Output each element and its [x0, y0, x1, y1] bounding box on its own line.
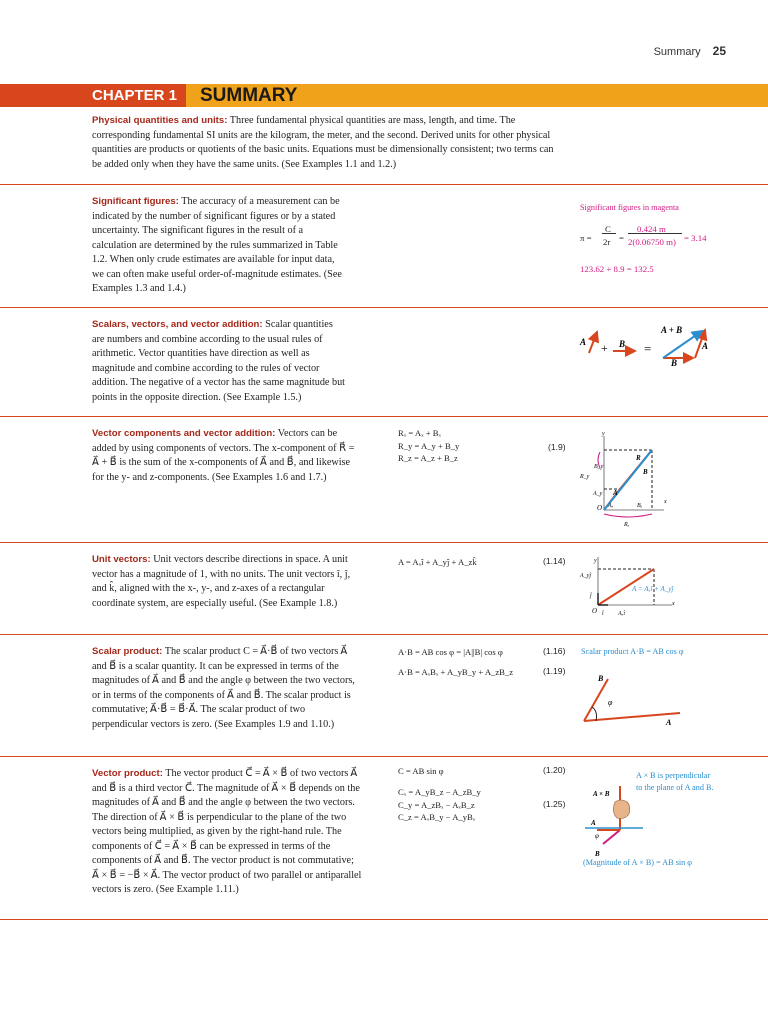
equation-line: Cₓ = A_yB_z − A_zB_y [398, 787, 481, 797]
pi-den2: 2(0.06750 m) [628, 237, 676, 247]
pi-num2: 0.424 m [637, 224, 666, 234]
section-body: The vector product C⃗ = A⃗ × B⃗ of two vectors A⃗ and B⃗ is a third vector C⃗. The magnitude of A⃗ × B⃗ depends on the magnitudes of A⃗ and B⃗ and the angle φ between the two vectors. The direction of A⃗ × B⃗ is perpendicular to the plane of the two vectors being multiplied, as given by the right-hand rule. The components of C⃗ = A⃗ × B⃗ can be expressed in terms of the components of A⃗ and B⃗. The vector product is not commutative; A⃗ × B⃗ = −B⃗ × A⃗. The vector product of two parallel or antiparallel vectors is zero. (See Example 1.11.) [92, 768, 362, 895]
section-heading: Scalar product: [92, 646, 163, 657]
section-unit-vectors [92, 553, 362, 611]
pi-num: C [605, 224, 611, 234]
section-heading: Scalars, vectors, and vector addition: [92, 319, 263, 330]
bx-label: Bₓ [637, 503, 643, 509]
unit-vector-diagram [580, 553, 690, 623]
r-label: R [636, 454, 641, 462]
rx-bracket [604, 514, 652, 517]
pi-den: 2r [603, 237, 611, 247]
section-divider [0, 634, 768, 635]
y-axis-label: y [602, 431, 605, 437]
section-body: Vectors can be added by using components of vectors. The x-component of R⃗ = A⃗ + B⃗ is the sum of the x-components of A⃗ and B⃗, and likewise for the y- and z-components. (See Examples 1.6 and 1.7.) [92, 428, 355, 483]
by-label: B_y [594, 464, 604, 470]
origin-label: O [597, 504, 603, 512]
section-vector-components [92, 427, 362, 485]
vector-b2-label: B [671, 358, 678, 368]
a-label: A [591, 819, 596, 827]
section-scalar-product [92, 645, 362, 732]
origin-label: O [592, 607, 598, 615]
ayj-label: A_yĵ [580, 573, 591, 579]
perpendicular-note-2: to the plane of A and B. [636, 783, 714, 792]
ax-label: Aₓ [608, 503, 614, 509]
section-divider [0, 919, 768, 920]
section-divider [0, 184, 768, 185]
a-label: A = Aₓî + A_yĵ [632, 585, 674, 593]
x-axis-label: x [672, 601, 675, 607]
j-label: ĵ [590, 593, 592, 599]
vector-product-diagram [585, 780, 665, 860]
section-divider [0, 416, 768, 417]
equation-line: R_y = A_y + B_y [398, 440, 460, 451]
unit-vector-equation: A = Aₓî + A_yĵ + A_zk̂ [398, 557, 477, 567]
cross-product-equations [398, 786, 481, 824]
equals-sign: = [644, 341, 652, 356]
rx-label: Rₓ [624, 522, 630, 528]
section-body: The scalar product C = A⃗·B⃗ of two vectors A⃗ and B⃗ is a scalar quantity. It can be expressed in terms of the magnitudes of A⃗ and B⃗ and the angle φ between the two vectors, or in terms of the components of A⃗ and B⃗. The scalar product is commutative; A⃗·B⃗ = B⃗·A⃗. The scalar product of two perpendicular vectors is zero. (See Examples 1.9 and 1.10.) [92, 646, 355, 730]
pi-bar2 [628, 233, 682, 234]
angle-arc [592, 707, 597, 721]
sigfig-sum: 123.62 + 8.9 = 132.5 [580, 264, 654, 274]
section-vector-addition [92, 318, 346, 405]
equation-line: C_y = A_zBₓ − AₓB_z [398, 799, 475, 810]
sigfig-caption: Significant figures in magenta [580, 203, 679, 212]
section-heading: Vector product: [92, 768, 163, 779]
section-body: Three fundamental physical quantities are mass, length, and time. The corresponding fundamental SI units are the kilogram, the meter, and the second. Derived units for other physical quantities are products or quotients of the basic units. Equations must be dimensionally consistent; two terms can be added only when they have the same units. (See Examples 1.1 and 1.2.) [92, 115, 554, 170]
pi-bar [602, 233, 616, 234]
vector-a-arrow [589, 332, 597, 353]
vector-b-label: B [619, 339, 626, 349]
section-heading: Physical quantities and units: [92, 115, 228, 126]
equation-line: Rₓ = Aₓ + Bₓ [398, 428, 441, 438]
scalar-equation-1: A·B = AB cos φ = |A||B| cos φ [398, 647, 503, 657]
equation-number: (1.19) [543, 666, 566, 676]
pi-lhs: π = [580, 233, 592, 243]
phi-label: φ [595, 832, 599, 840]
vector-a [603, 830, 620, 844]
ay-label: A_y [593, 491, 603, 497]
equation-number: (1.9) [548, 442, 566, 452]
i-label: î [602, 611, 604, 617]
magnitude-caption: (Magnitude of A × B) = AB sin φ [583, 858, 693, 867]
pi-eq: = [619, 233, 624, 243]
section-heading: Unit vectors: [92, 554, 151, 565]
scalar-caption: Scalar product A·B = AB cos φ [581, 647, 684, 656]
section-body: Scalar quantities are numbers and combine according to the usual rules of arithmetic. Vector quantities have direction as well as magnitude and combine according to the rules of vector addition. The negative of a vector has the same magnitude but points in the opposite direction. (See Example 1.5.) [92, 319, 346, 403]
vector-equation-1: C = AB sin φ [398, 766, 444, 776]
running-header [654, 44, 726, 58]
components-diagram [580, 430, 670, 530]
axb-label: A × B [593, 790, 610, 798]
section-divider [0, 542, 768, 543]
y-axis-label: y [594, 558, 597, 564]
a-label: A [666, 718, 672, 727]
axi-label: Aₓî [618, 611, 626, 617]
section-significant-figures [92, 195, 342, 297]
pi-result: = 3.14 [684, 233, 707, 243]
x-axis-label: x [664, 499, 667, 505]
phi-label: φ [608, 698, 613, 707]
page-number: 25 [712, 44, 726, 58]
vector-r [604, 450, 652, 510]
scalar-equation-2: A·B = AₓBₓ + A_yB_y + A_zB_z [398, 667, 514, 677]
section-body: Unit vectors describe directions in space. A unit vector has a magnitude of 1, with no units. The unit vectors î, ĵ, and k̂, aligned with the x-, y-, and z-axes of a rectangular coordinate system, are especially useful. (See Example 1.8.) [92, 554, 351, 609]
equation-number: (1.16) [543, 646, 566, 656]
equation-number: (1.25) [543, 799, 566, 809]
vector-a-label: A [580, 337, 587, 347]
chapter-label: CHAPTER 1 [92, 87, 178, 104]
component-equations [398, 427, 459, 465]
equation-line: C_z = AₓB_y − A_yBₓ [398, 812, 476, 822]
section-vector-product [92, 767, 362, 898]
section-heading: Vector components and vector addition: [92, 428, 276, 439]
vector-addition-diagram [575, 320, 735, 380]
plus-sign: + [601, 341, 608, 355]
vector-a2-label: A [702, 341, 709, 351]
ry-label: R_y [580, 474, 590, 480]
a-label: A [613, 489, 618, 497]
equation-number: (1.20) [543, 765, 566, 775]
section-physical-quantities [92, 114, 562, 172]
chapter-title: SUMMARY [200, 85, 298, 106]
section-divider [0, 307, 768, 308]
b-label: B [595, 850, 600, 858]
scalar-product-diagram [578, 665, 688, 735]
equation-number: (1.14) [543, 556, 566, 566]
section-body: The accuracy of a measurement can be indicated by the number of significant figures or by a stated uncertainty. The significant figures in the result of a calculation are determined by the rules summarized in Table 1.2. When only crude estimates are available for input data, we can often make useful order-of-magnitude estimates. (See Examples 1.3 and 1.4.) [92, 196, 342, 294]
section-divider [0, 756, 768, 757]
b-label: B [643, 468, 648, 476]
resultant-label: A + B [661, 325, 683, 335]
equation-line: R_z = A_z + B_z [398, 453, 458, 463]
section-heading: Significant figures: [92, 196, 179, 207]
perpendicular-note-1: A × B is perpendicular [636, 771, 711, 780]
b-label: B [598, 674, 604, 683]
right-hand-icon [613, 800, 629, 819]
running-header-section: Summary [653, 46, 701, 58]
